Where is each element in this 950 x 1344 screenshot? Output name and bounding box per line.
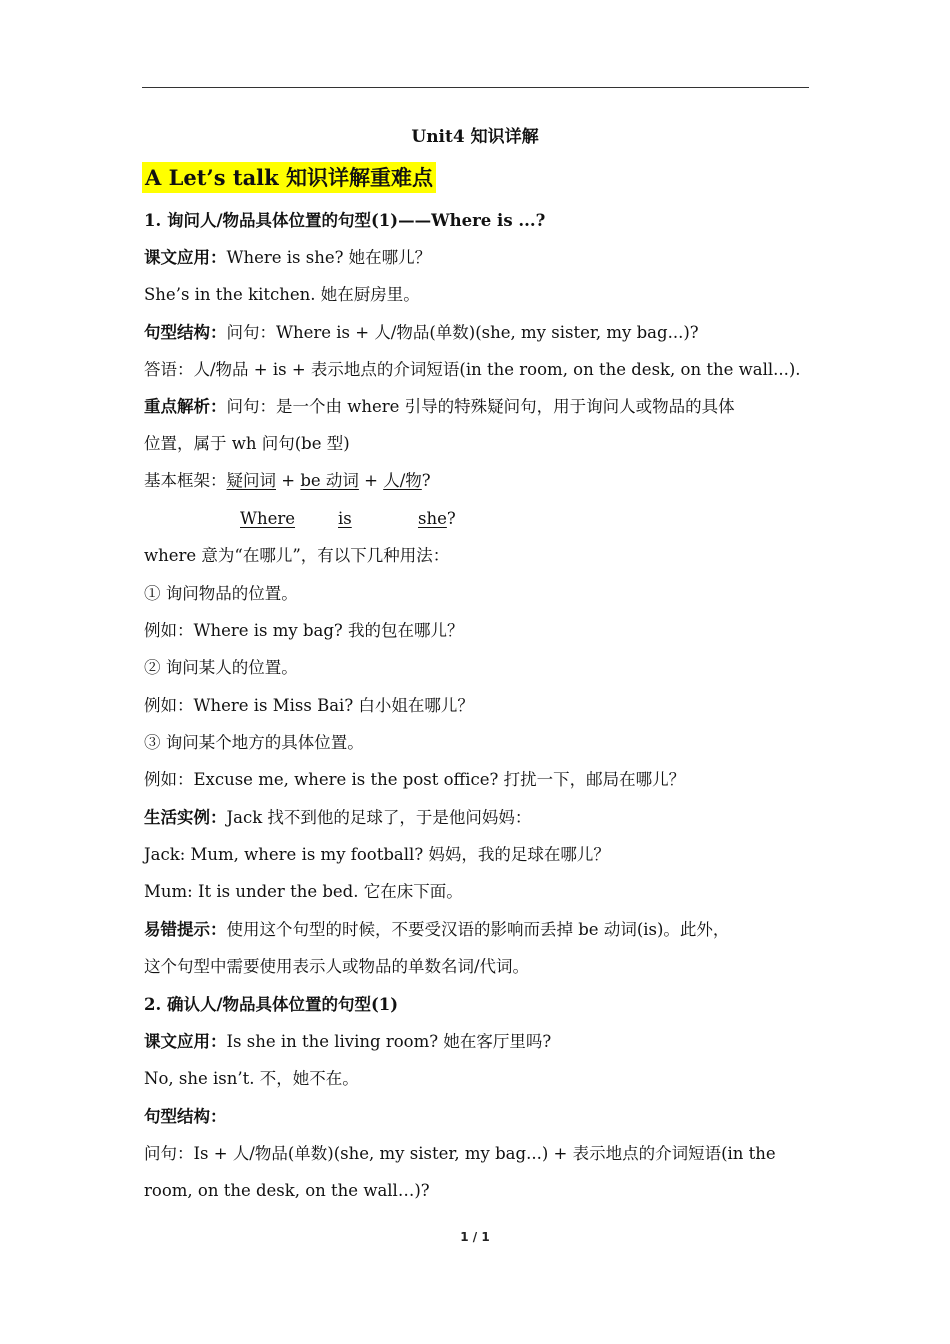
- usage-2-example: 例如：Where is Miss Bai? 白小姐在哪儿？: [144, 696, 474, 715]
- structure-line: [144, 322, 699, 344]
- question-2-structure-line-2: room, on the desk, on the wall…)?: [144, 1181, 430, 1200]
- frame-example-she-word: she: [418, 509, 447, 528]
- frame-example-mark: ?: [446, 509, 456, 528]
- example-2-text: Is she in the living room? 她在客厅里吗?: [226, 1032, 552, 1051]
- frame-example-where: Where: [240, 509, 296, 528]
- structure-text: 问句：Where is + 人/物品(单数)(she, my sister, my bag...)?: [226, 323, 699, 342]
- frame-question-word: 疑问词: [226, 471, 276, 490]
- error-tip-text: 使用这个句型的时候，不要受汉语的影响而丢掉 be 动词(is)。此外，: [226, 920, 730, 939]
- frame-example-she: [418, 508, 456, 530]
- heading-1: 1. 询问人/物品具体位置的句型(1)——Where is ...?: [144, 211, 546, 230]
- document-title: Unit4 知识详解: [411, 127, 539, 147]
- error-tip-line: [144, 919, 729, 941]
- usage-2: ② 询问某人的位置。: [144, 658, 298, 677]
- basic-frame-label: 基本框架：: [144, 471, 227, 490]
- key-analysis-line-2: 位置，属于 wh 问句(be 型): [144, 434, 350, 453]
- example-2-line: [144, 1031, 551, 1053]
- example-1-label: 课文应用：: [144, 248, 227, 267]
- frame-question-mark: ?: [421, 471, 431, 490]
- example-1-line: [144, 247, 431, 269]
- heading-2: 2. 确认人/物品具体位置的句型(1): [144, 995, 399, 1014]
- life-example-line: [144, 807, 531, 829]
- usage-3-example: 例如：Excuse me, where is the post office? 打扰一下，邮局在哪儿？: [144, 770, 686, 789]
- where-intro: where 意为“在哪儿”，有以下几种用法：: [144, 546, 450, 565]
- usage-1: ① 询问物品的位置。: [144, 584, 298, 603]
- life-example-dialogue-2: Mum: It is under the bed. 它在床下面。: [144, 882, 463, 901]
- header-rule: [142, 87, 809, 88]
- life-example-label: 生活实例：: [144, 808, 227, 827]
- structure-2-label: 句型结构：: [144, 1107, 227, 1126]
- error-tip-label: 易错提示：: [144, 920, 227, 939]
- error-tip-line-2: 这个句型中需要使用表示人或物品的单数名词/代词。: [144, 957, 530, 976]
- frame-be-verb: be 动词: [300, 471, 359, 490]
- page-number: 1 / 1: [460, 1230, 490, 1244]
- frame-example-is: is: [338, 509, 352, 528]
- key-analysis-label: 重点解析：: [144, 397, 227, 416]
- example-2-label: 课文应用：: [144, 1032, 227, 1051]
- example-2-answer: No, she isn’t. 不，她不在。: [144, 1069, 359, 1088]
- frame-plus-2: +: [358, 471, 384, 490]
- section-heading-highlighted: A Let’s talk 知识详解重难点: [142, 162, 436, 193]
- frame-person-thing: 人/物: [383, 471, 422, 490]
- basic-frame-line: [144, 470, 431, 492]
- usage-1-example: 例如：Where is my bag? 我的包在哪儿？: [144, 621, 464, 640]
- life-example-dialogue-1: Jack: Mum, where is my football? 妈妈，我的足球在哪儿？: [144, 845, 610, 864]
- frame-plus-1: +: [276, 471, 301, 490]
- key-analysis-text: 问句：是一个由 where 引导的特殊疑问句，用于询问人或物品的具体: [226, 397, 735, 416]
- life-example-text: Jack 找不到他的足球了，于是他问妈妈：: [226, 808, 532, 827]
- answer-structure: 答语：人/物品 + is + 表示地点的介词短语(in the room, on the desk, on the wall...).: [144, 360, 801, 379]
- usage-3: ③ 询问某个地方的具体位置。: [144, 733, 364, 752]
- question-2-structure: 问句：Is + 人/物品(单数)(she, my sister, my bag...) + 表示地点的介词短语(in the: [144, 1144, 776, 1163]
- key-analysis-line: [144, 396, 735, 418]
- example-1-text: Where is she? 她在哪儿？: [226, 248, 432, 267]
- structure-label: 句型结构：: [144, 323, 227, 342]
- example-1-answer: She’s in the kitchen. 她在厨房里。: [144, 285, 420, 304]
